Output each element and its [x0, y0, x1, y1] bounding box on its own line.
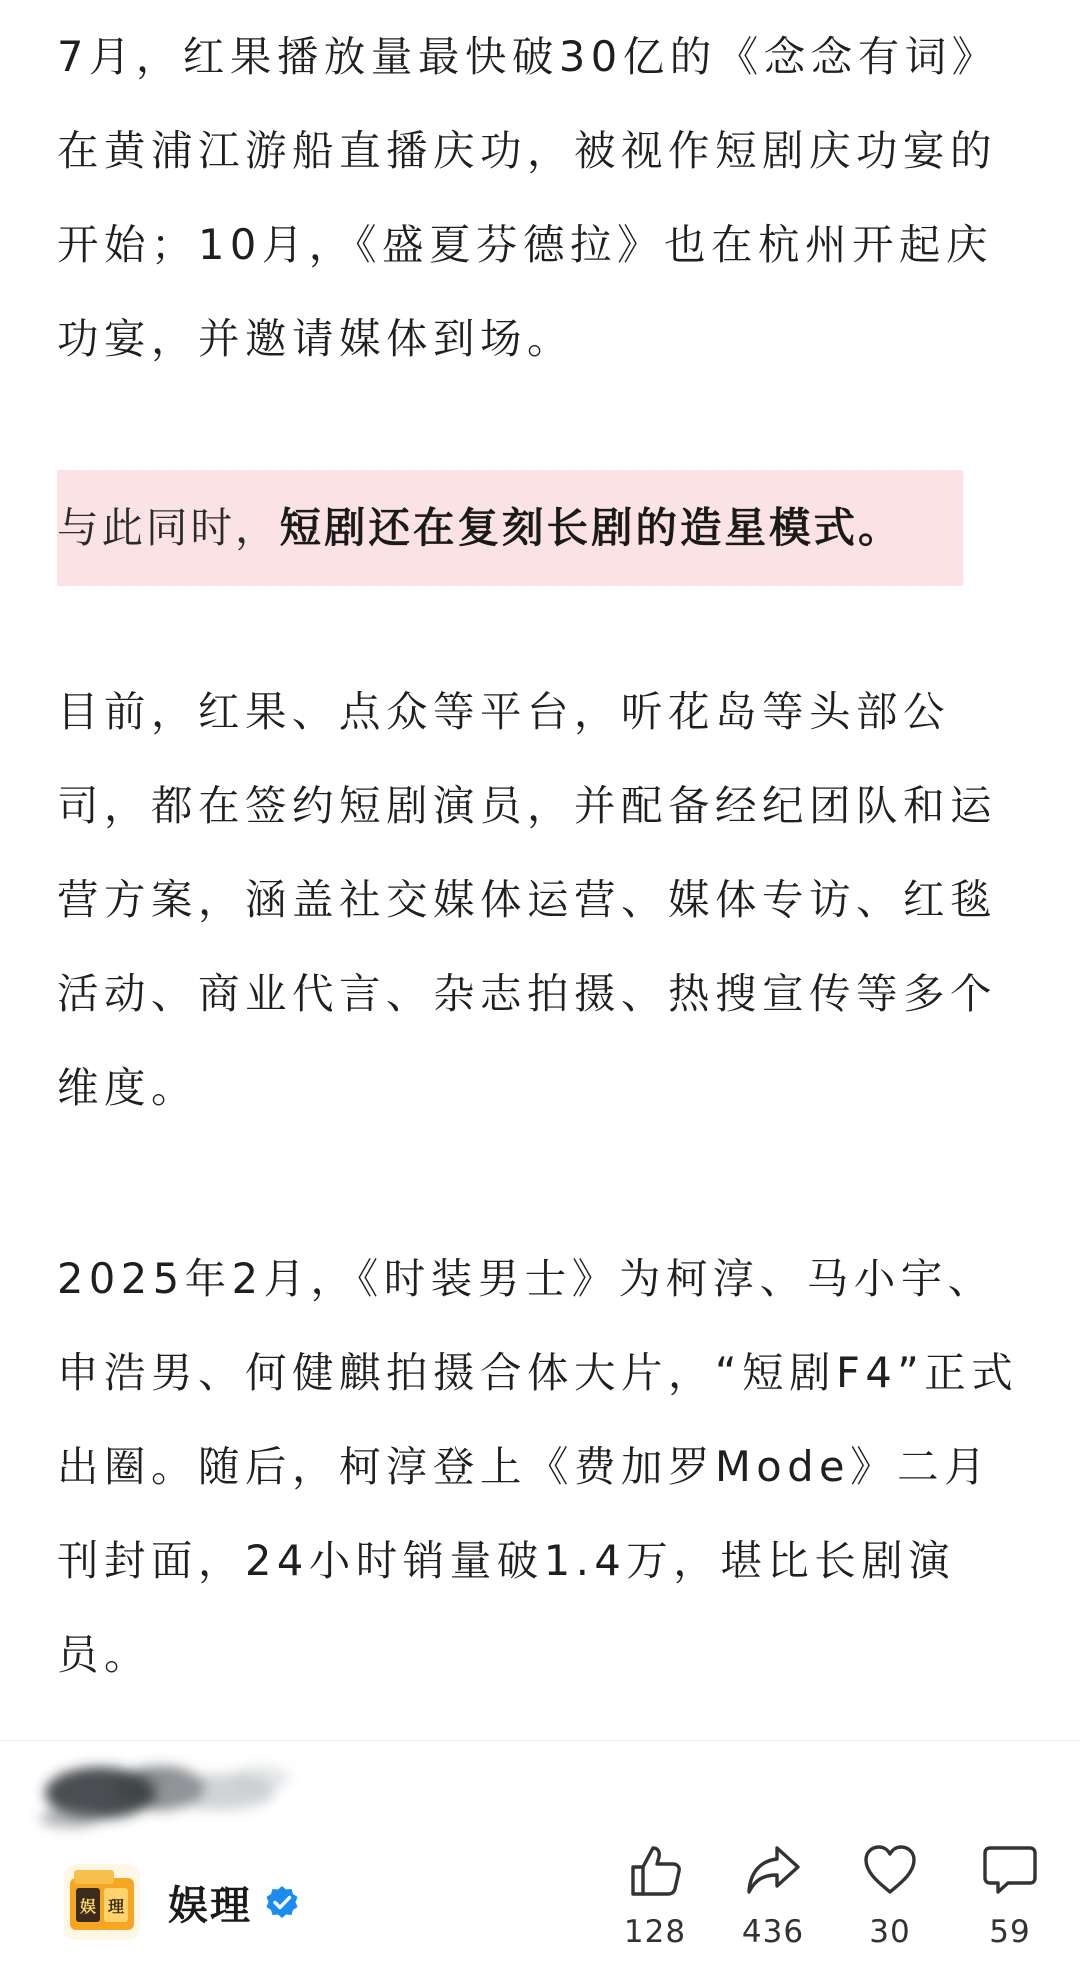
svg-text:娱: 娱 [79, 1897, 97, 1916]
heart-icon [860, 1840, 920, 1900]
comment-button[interactable] [955, 1840, 1065, 1950]
author-name[interactable]: 娱理 [168, 1882, 252, 1929]
redaction-scribble [30, 1748, 300, 1844]
like-button[interactable] [600, 1840, 710, 1950]
action-bar [560, 1840, 1080, 1986]
verified-check-icon [264, 1884, 300, 1920]
author-bar[interactable] [64, 1860, 300, 1944]
paragraph-2: 目前，红果、点众等平台，听花岛等头部公司，都在签约短剧演员，并配备经纪团队和运营方案，涵盖社交媒体运营、媒体专访、红毯活动、商业代言、杂志拍摄、热搜宣传等多个维度。 [57, 687, 998, 1112]
highlight-quote [57, 470, 963, 586]
favorite-count: 30 [869, 1914, 911, 1950]
share-button[interactable] [718, 1840, 828, 1950]
highlight-bold: 短剧还在复刻长剧的造星模式。 [279, 503, 903, 552]
comment-count: 59 [989, 1914, 1031, 1950]
footer-divider [0, 1740, 1080, 1741]
highlight-lead: 与此同时， [57, 503, 280, 552]
paragraph-1: 7月，红果播放量最快破30亿的《念念有词》在黄浦江游船直播庆功，被视作短剧庆功宴的开始；10月，《盛夏芬德拉》也在杭州开起庆功宴，并邀请媒体到场。 [57, 32, 999, 363]
like-count: 128 [623, 1914, 687, 1950]
favorite-button[interactable] [835, 1840, 945, 1950]
paragraph-3: 2025年2月，《时装男士》为柯淳、马小宇、申浩男、何健麒拍摄合体大片，“短剧F4”正式出圈。随后，柯淳登上《费加罗Mode》二月刊封面，24小时销量破1.4万，堪比长剧演员。 [57, 1254, 1019, 1679]
share-arrow-icon [743, 1840, 803, 1900]
highlight-text [57, 481, 903, 575]
avatar-logo-icon [64, 1864, 140, 1940]
thumbs-up-icon [625, 1840, 685, 1900]
share-count: 436 [741, 1914, 805, 1950]
author-avatar[interactable] [64, 1864, 140, 1940]
svg-text:理: 理 [107, 1897, 125, 1916]
comment-bubble-icon [980, 1840, 1040, 1900]
